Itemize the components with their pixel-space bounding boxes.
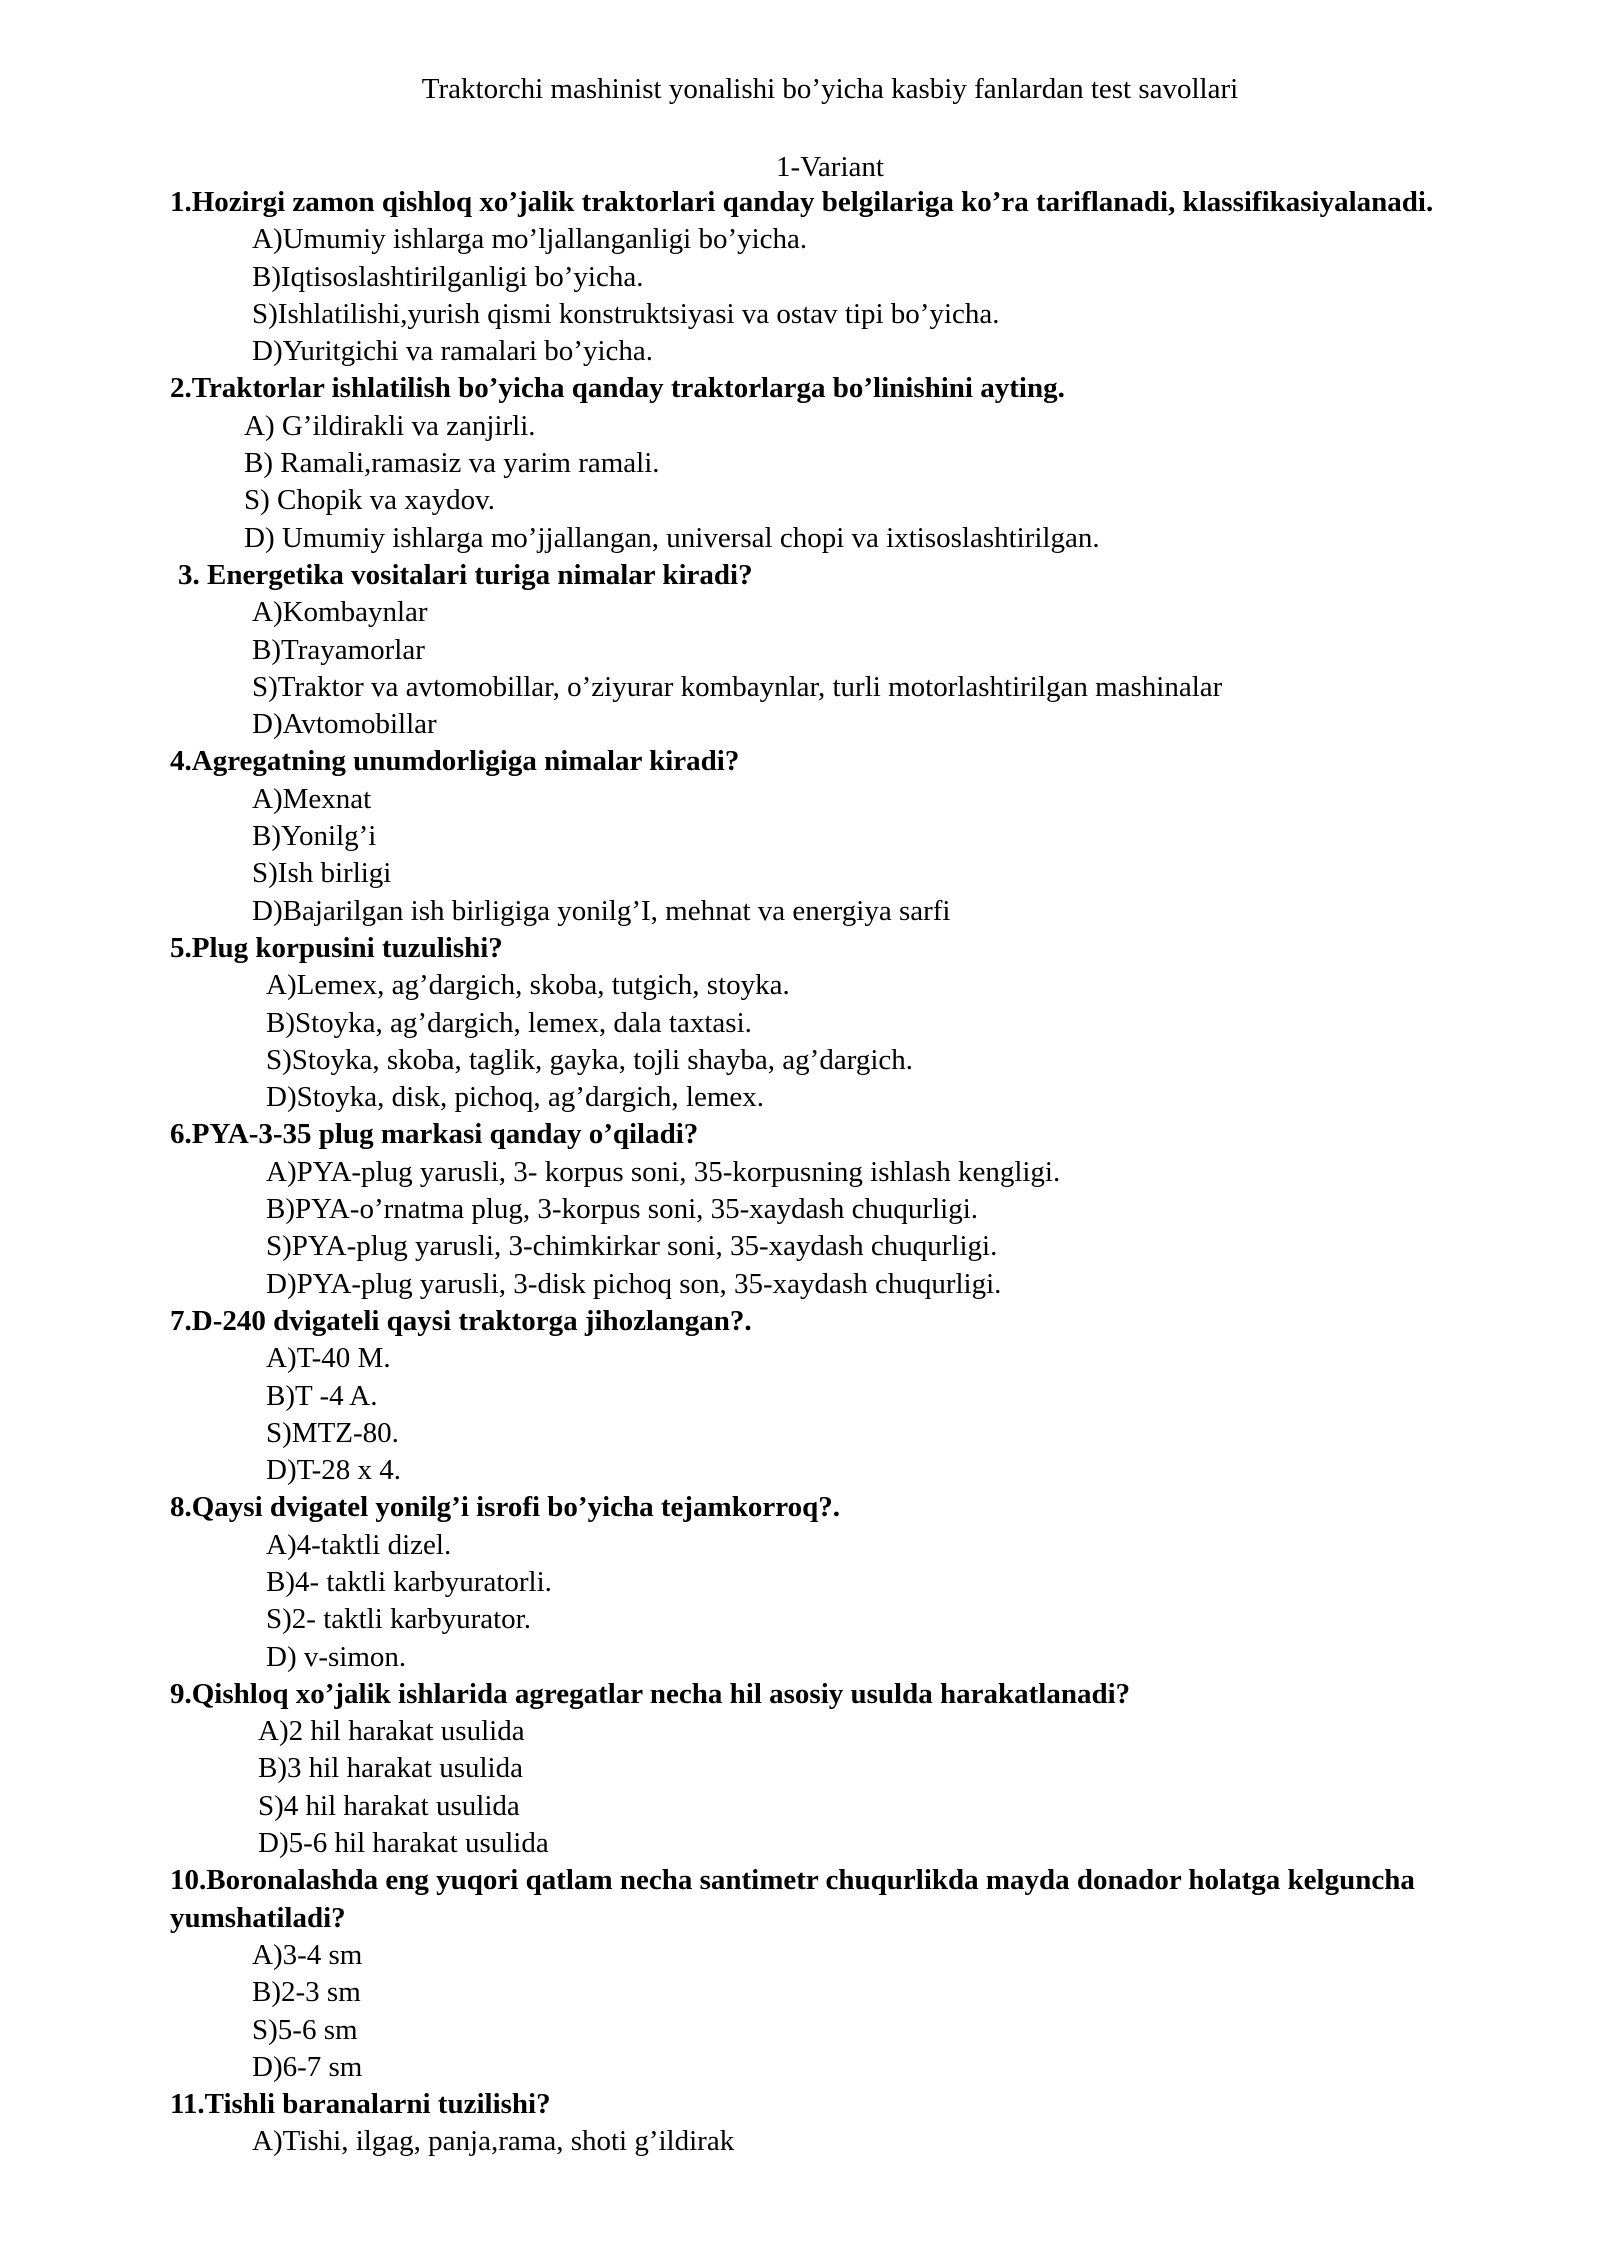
answer-option: B)Stoyka, ag’dargich, lemex, dala taxtasi. bbox=[266, 1006, 752, 1039]
answer-option: S)Stoyka, skoba, taglik, gayka, tojli shayba, ag’dargich. bbox=[266, 1043, 914, 1076]
answer-option: A)Mexnat bbox=[252, 782, 372, 815]
question-11: 11.Tishli baranalarni tuzilishi? bbox=[170, 2088, 551, 2121]
question-9: 9.Qishloq xo’jalik ishlarida agregatlar necha hil asosiy usulda harakatlanadi? bbox=[170, 1677, 1131, 1710]
answer-option: S) Chopik va xaydov. bbox=[244, 484, 496, 517]
question-6: 6.PYA-3-35 plug markasi qanday o’qiladi? bbox=[170, 1118, 699, 1151]
answer-option: B)3 hil harakat usulida bbox=[258, 1752, 523, 1785]
question-7: 7.D-240 dvigateli qaysi traktorga jihozlangan?. bbox=[170, 1304, 752, 1337]
question-1: 1.Hozirgi zamon qishloq xo’jalik traktorlari qanday belgilariga ko’ra tariflanadi, klassifikasiyalanadi. bbox=[170, 186, 1434, 218]
answer-option: B)Trayamorlar bbox=[252, 633, 425, 666]
answer-option: D)6-7 sm bbox=[252, 2050, 363, 2083]
document-title: Traktorchi mashinist yonalishi bo’yicha kasbiy fanlardan test savollari bbox=[421, 73, 1239, 105]
answer-option: D)T-28 x 4. bbox=[266, 1454, 402, 1487]
question-2: 2.Traktorlar ishlatilish bo’yicha qanday traktorlarga bo’linishini ayting. bbox=[170, 372, 1065, 405]
answer-option: S)2- taktli karbyurator. bbox=[266, 1603, 531, 1636]
answer-option: D)Stoyka, disk, pichoq, ag’dargich, lemex. bbox=[266, 1081, 764, 1114]
answer-option: S)5-6 sm bbox=[252, 2013, 358, 2046]
answer-option: A)PYA-plug yarusli, 3- korpus soni, 35-korpusning ishlash kengligi. bbox=[266, 1155, 1061, 1188]
answer-option: D)Bajarilgan ish birligiga yonilg’I, mehnat va energiya sarfi bbox=[252, 894, 951, 927]
question-list bbox=[170, 184, 1470, 2161]
answer-option: A) G’ildirakli va zanjirli. bbox=[244, 409, 536, 442]
answer-option: A)4-taktli dizel. bbox=[266, 1528, 452, 1561]
question-8: 8.Qaysi dvigatel yonilg’i isrofi bo’yicha tejamkorroq?. bbox=[170, 1491, 840, 1524]
answer-option: A)Tishi, ilgag, panja,rama, shoti g’ildirak bbox=[252, 2125, 735, 2158]
answer-option: D)Avtomobillar bbox=[252, 708, 437, 741]
answer-option: D)PYA-plug yarusli, 3-disk pichoq son, 35-xaydash chuqurligi. bbox=[266, 1267, 1002, 1300]
answer-option: S)MTZ-80. bbox=[266, 1416, 399, 1449]
answer-option: A)T-40 M. bbox=[266, 1342, 391, 1375]
answer-option: S)Ishlatilishi,yurish qismi konstruktsiyasi va ostav tipi bo’yicha. bbox=[252, 297, 1000, 330]
answer-option: A)2 hil harakat usulida bbox=[258, 1715, 525, 1748]
answer-option: A)3-4 sm bbox=[252, 1938, 363, 1971]
question-5: 5.Plug korpusini tuzulishi? bbox=[170, 931, 503, 964]
answer-option: D)Yuritgichi va ramalari bo’yicha. bbox=[252, 335, 654, 368]
question-4: 4.Agregatning unumdorligiga nimalar kiradi? bbox=[170, 745, 740, 778]
answer-option: B)PYA-o’rnatma plug, 3-korpus soni, 35-xaydash chuqurligi. bbox=[266, 1193, 979, 1226]
question-10: 10.Boronalashda eng yuqori qatlam necha santimetr chuqurlikda mayda donador holatga kelguncha yumshatiladi? bbox=[170, 1864, 1415, 1934]
answer-option: D) v-simon. bbox=[266, 1640, 407, 1673]
answer-option: S)4 hil harakat usulida bbox=[258, 1789, 520, 1822]
answer-option: A)Kombaynlar bbox=[252, 596, 428, 629]
answer-option: B)4- taktli karbyuratorli. bbox=[266, 1565, 552, 1598]
answer-option: D) Umumiy ishlarga mo’jjallangan, universal chopi va ixtisoslashtirilgan. bbox=[244, 521, 1100, 554]
answer-option: B) Ramali,ramasiz va yarim ramali. bbox=[244, 447, 660, 480]
answer-option: S)Ish birligi bbox=[252, 857, 392, 890]
question-3: 3. Energetika vositalari turiga nimalar kiradi? bbox=[178, 558, 753, 591]
answer-option: A)Lemex, ag’dargich, skoba, tutgich, stoyka. bbox=[266, 969, 790, 1002]
answer-option: S)Traktor va avtomobillar, o’ziyurar kombaynlar, turli motorlashtirilgan mashinalar bbox=[252, 670, 1223, 703]
answer-option: B)Yonilg’i bbox=[252, 820, 377, 853]
answer-option: D)5-6 hil harakat usulida bbox=[258, 1827, 549, 1860]
variant-label: 1-Variant bbox=[776, 151, 884, 183]
answer-option: B)2-3 sm bbox=[252, 1976, 361, 2009]
answer-option: S)PYA-plug yarusli, 3-chimkirkar soni, 35-xaydash chuqurligi. bbox=[266, 1230, 998, 1263]
answer-option: B)T -4 A. bbox=[266, 1379, 378, 1412]
answer-option: A)Umumiy ishlarga mo’ljallanganligi bo’yicha. bbox=[252, 223, 808, 256]
answer-option: B)Iqtisoslashtirilganligi bo’yicha. bbox=[252, 260, 644, 293]
